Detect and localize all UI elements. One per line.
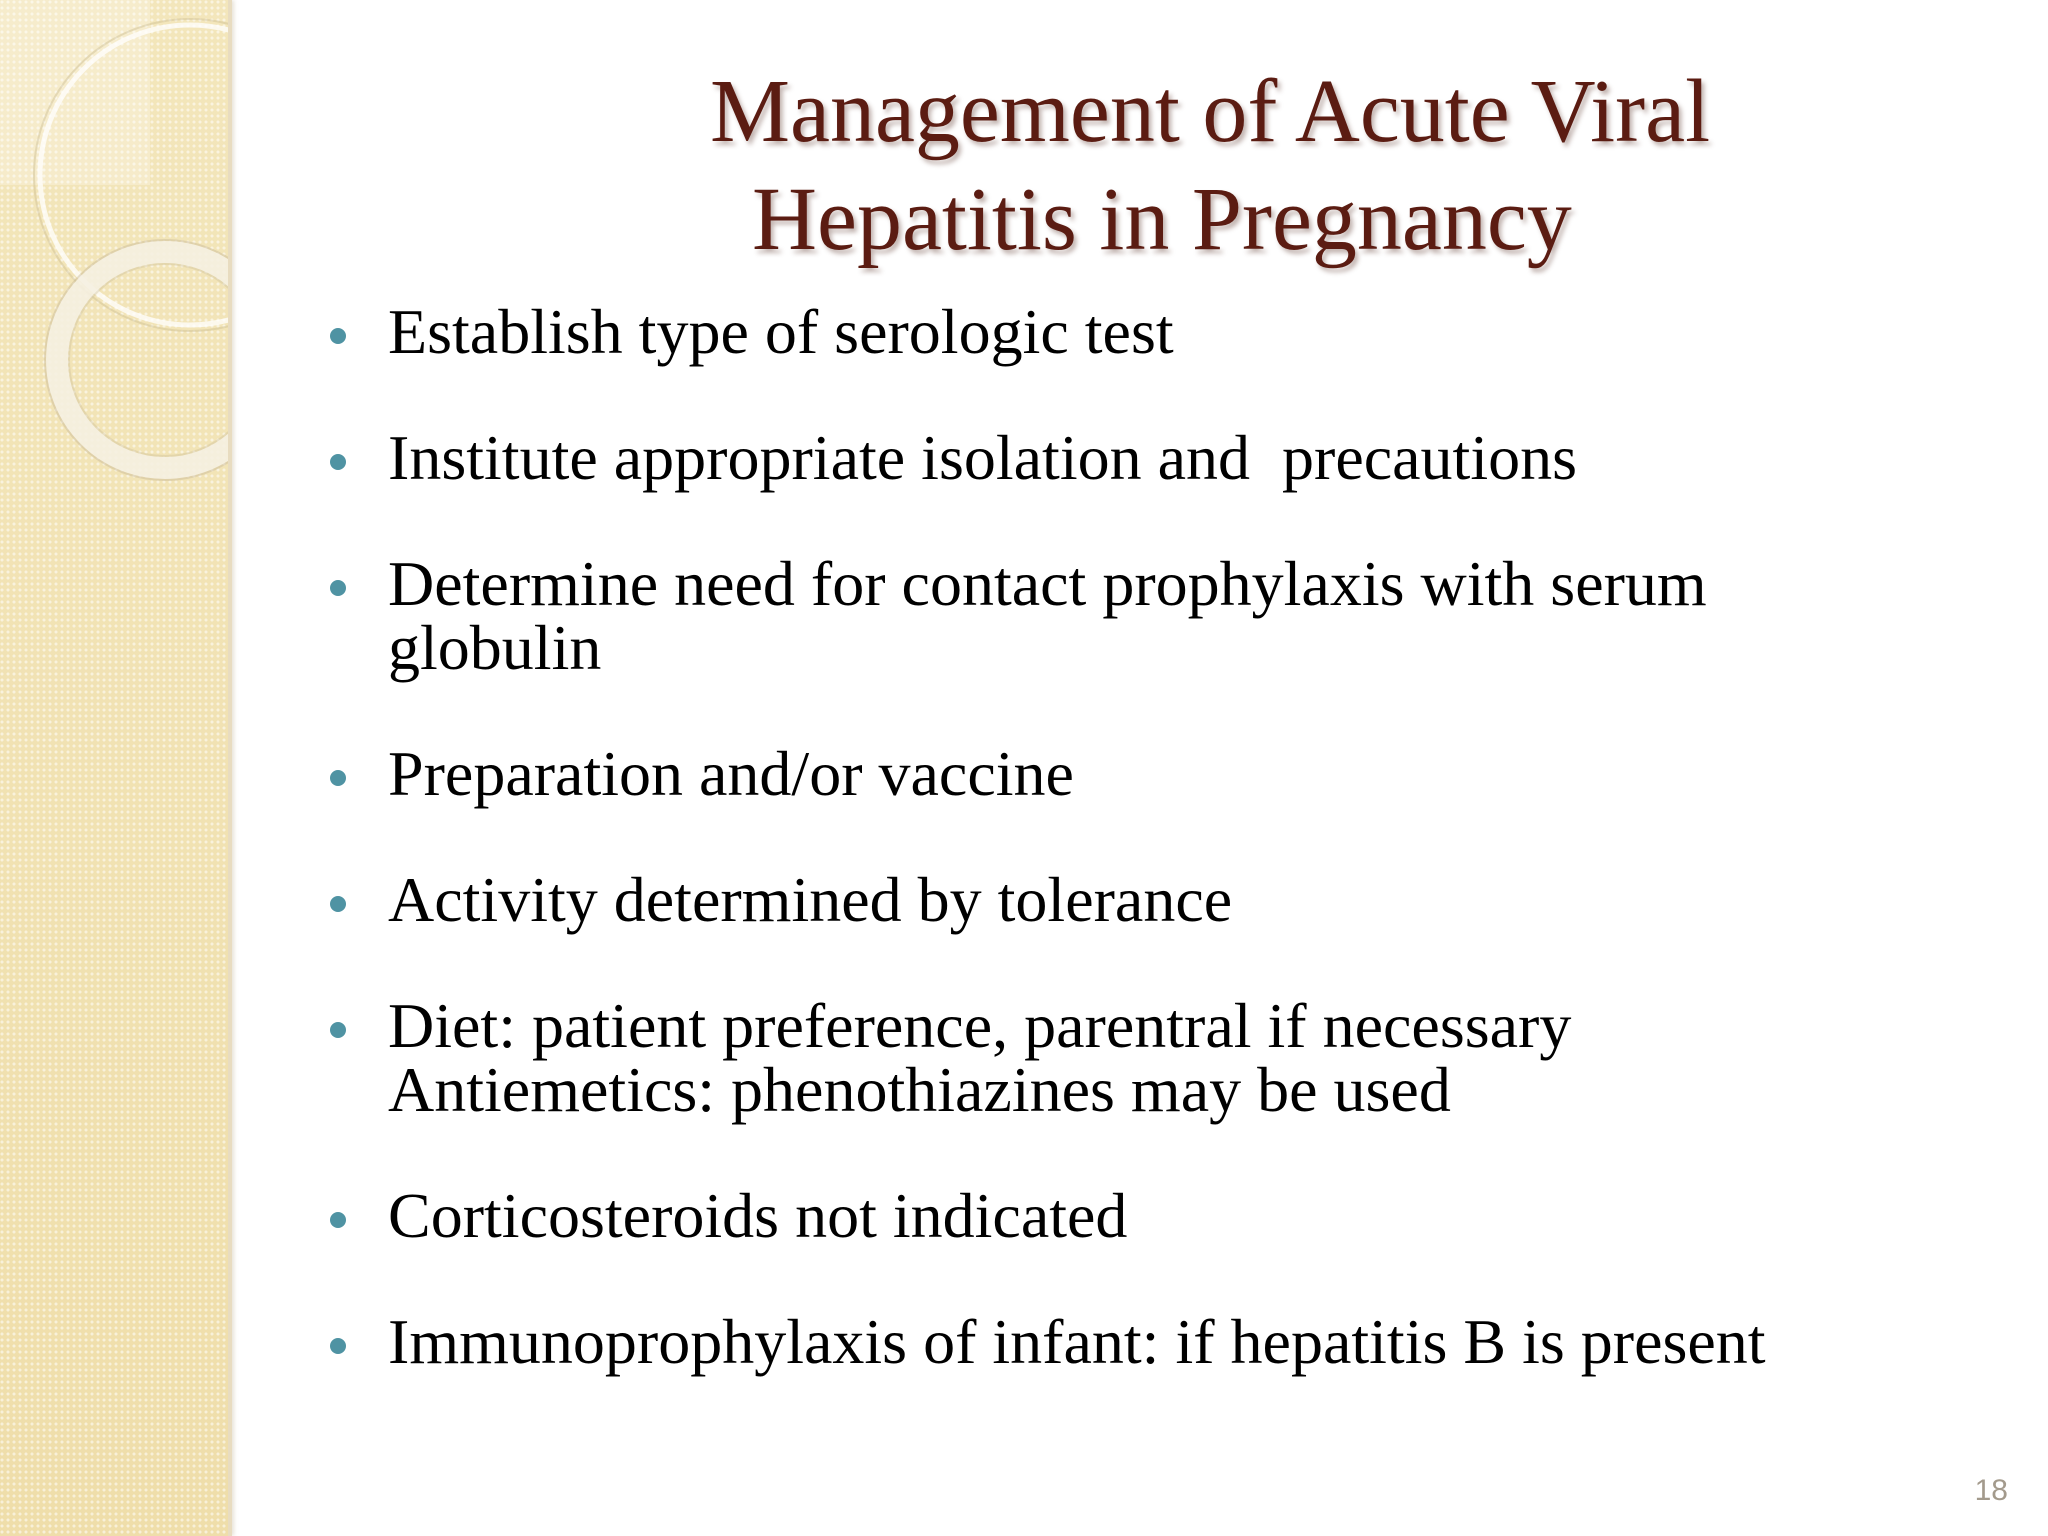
bullet-text: Corticosteroids not indicated bbox=[388, 1180, 1128, 1251]
bullet-text: Institute appropriate isolation and precautions bbox=[388, 422, 1577, 493]
bullet-text: Determine need for contact prophylaxis with serum bbox=[388, 548, 1707, 619]
bullet-text-continuation: Antiemetics: phenothiazines may be used bbox=[388, 1054, 1451, 1125]
bullet-text: Establish type of serologic test bbox=[388, 296, 1174, 367]
bullet-dot-icon bbox=[330, 1338, 346, 1354]
bullet-dot-icon bbox=[330, 454, 346, 470]
bullet-item bbox=[318, 422, 1998, 493]
slide-title-line-1: Management of Acute Viral bbox=[710, 62, 1711, 161]
bullet-item bbox=[318, 548, 1998, 683]
bullet-dot-icon bbox=[330, 328, 346, 344]
bullet-text: Diet: patient preference, parentral if necessary bbox=[388, 990, 1572, 1061]
bullet-item bbox=[318, 1180, 1998, 1251]
bullet-text: Immunoprophylaxis of infant: if hepatitis B is present bbox=[388, 1306, 1766, 1377]
bullet-text: Activity determined by tolerance bbox=[388, 864, 1233, 935]
bullet-dot-icon bbox=[330, 580, 346, 596]
bullet-item bbox=[318, 296, 1998, 367]
slide-title bbox=[560, 58, 1980, 274]
slide-title-line-2: Hepatitis in Pregnancy bbox=[752, 170, 1572, 269]
bullet-item bbox=[318, 990, 1998, 1125]
bullet-dot-icon bbox=[330, 770, 346, 786]
bullet-text-continuation: globulin bbox=[388, 612, 602, 683]
page-number: 18 bbox=[1974, 1474, 2008, 1507]
decorative-rings-graphic bbox=[0, 0, 228, 1536]
bullet-dot-icon bbox=[330, 896, 346, 912]
bullet-item bbox=[318, 1306, 1998, 1377]
bullet-text: Preparation and/or vaccine bbox=[388, 738, 1074, 809]
bullet-dot-icon bbox=[330, 1212, 346, 1228]
bullet-list bbox=[318, 296, 1998, 1436]
bullet-dot-icon bbox=[330, 1022, 346, 1038]
decorative-side-panel bbox=[0, 0, 232, 1536]
bullet-item bbox=[318, 738, 1998, 809]
bullet-item bbox=[318, 864, 1998, 935]
